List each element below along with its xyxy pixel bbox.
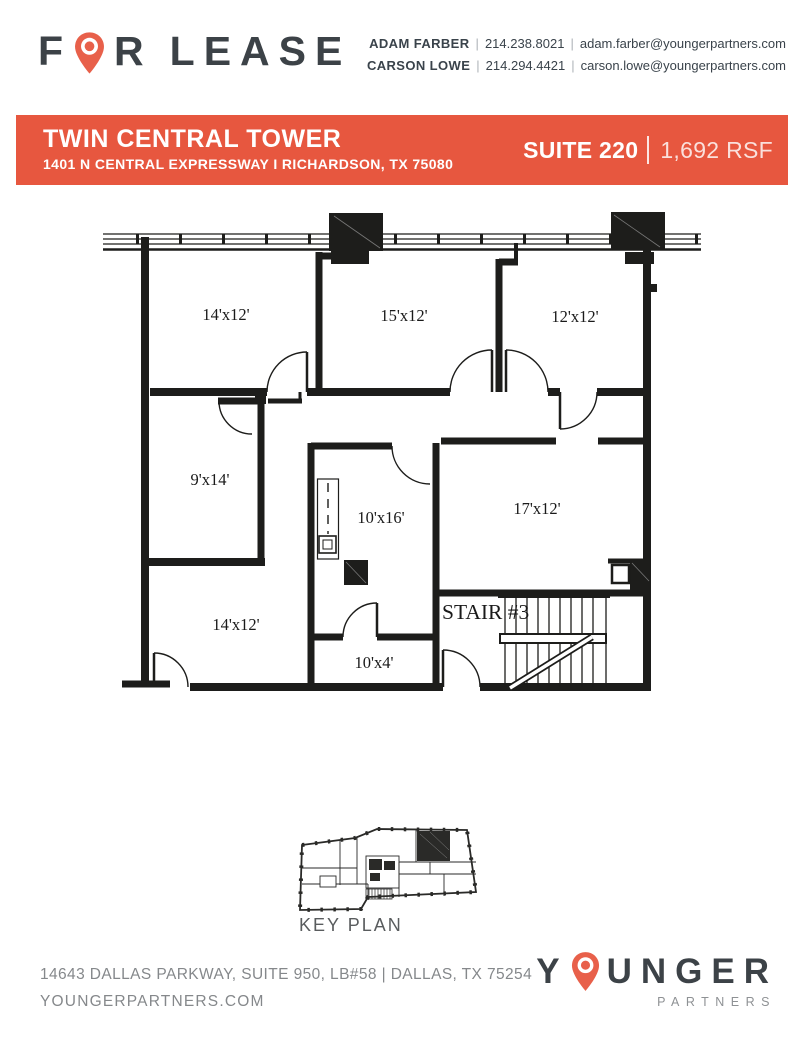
room-label-14x12-b: 14'x12' — [212, 615, 260, 634]
footer-info — [40, 966, 532, 1011]
column — [344, 560, 368, 585]
location-pin-icon — [571, 952, 600, 991]
casework — [318, 479, 339, 559]
suite-size: 1,692 RSF — [660, 136, 773, 163]
column — [611, 212, 665, 264]
footer-address: 14643 DALLAS PARKWAY, SUITE 950, LB#58 | DALLAS, TX 75254 — [40, 966, 533, 983]
partners-label: PARTNERS — [657, 995, 776, 1009]
key-plan — [283, 812, 495, 940]
property-banner-right — [523, 115, 773, 185]
floor-plan — [90, 195, 720, 705]
corner-column — [612, 561, 651, 593]
divider: | — [475, 36, 479, 51]
room-label-17x12: 17'x12' — [513, 499, 561, 518]
contact-row — [367, 55, 786, 77]
suite-label: SUITE 220 — [523, 136, 639, 163]
for-lease-f: F — [38, 27, 73, 74]
room-label-10x16: 10'x16' — [357, 508, 405, 527]
for-lease-wordmark — [38, 26, 351, 76]
room-label-14x12-a: 14'x12' — [202, 305, 250, 324]
contact-email: carson.lowe@youngerpartners.com — [580, 58, 786, 73]
contact-block — [367, 33, 786, 77]
contact-name: ADAM FARBER — [369, 36, 470, 51]
contact-row — [367, 33, 786, 55]
contact-phone: 214.238.8021 — [484, 36, 565, 51]
logo-rest: UNGER — [606, 951, 778, 991]
stair-label: STAIR #3 — [442, 600, 530, 624]
contact-email: adam.farber@youngerpartners.com — [579, 36, 786, 51]
divider: | — [571, 58, 575, 73]
divider: | — [570, 36, 574, 51]
room-label-10x4: 10'x4' — [354, 653, 394, 672]
building-address: 1401 N CENTRAL EXPRESSWAY I RICHARDSON, TX 75080 — [43, 156, 454, 172]
for-lease-r: R — [114, 27, 153, 74]
building-name: TWIN CENTRAL TOWER — [43, 125, 342, 153]
contact-phone: 214.294.4421 — [485, 58, 566, 73]
column — [329, 213, 383, 264]
room-label-9x14: 9'x14' — [190, 470, 230, 489]
footer-website: YOUNGERPARTNERS.COM — [40, 993, 265, 1010]
younger-partners-logo — [536, 950, 778, 1009]
property-banner — [16, 115, 788, 185]
suite-size-divider — [647, 136, 649, 164]
divider: | — [476, 58, 480, 73]
room-label-15x12: 15'x12' — [380, 306, 428, 325]
for-lease-word2: LEASE — [169, 27, 352, 74]
contact-name: CARSON LOWE — [366, 58, 471, 73]
logo-y: Y — [536, 951, 569, 991]
room-label-12x12: 12'x12' — [551, 307, 599, 326]
key-plan-label: KEY PLAN — [299, 915, 403, 935]
location-pin-icon — [74, 32, 105, 74]
property-banner-left — [43, 125, 453, 172]
